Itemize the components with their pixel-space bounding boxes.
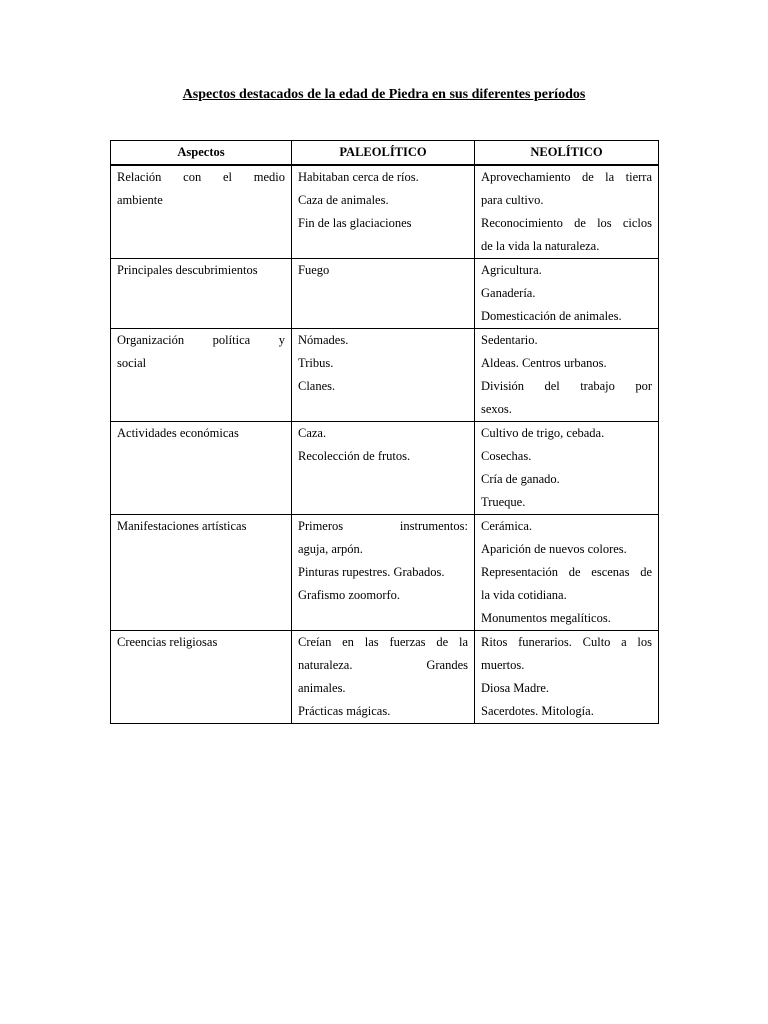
cell-line: Aprovechamiento de la tierra — [481, 170, 652, 184]
aspect-cell — [111, 422, 292, 515]
cell-line: Organización política y — [117, 333, 285, 347]
cell-line: Monumentos megalíticos. — [481, 611, 611, 625]
cell-line: social — [117, 356, 147, 370]
cell-line: Clanes. — [298, 379, 336, 393]
neolitico-cell — [475, 631, 659, 724]
cell-line: Agricultura. — [481, 263, 542, 277]
cell-line: Manifestaciones artísticas — [117, 519, 247, 533]
paleolitico-cell — [292, 329, 475, 422]
cell-line: aguja, arpón. — [298, 542, 363, 556]
cell-line: para cultivo. — [481, 193, 544, 207]
cell-line: Reconocimiento de los ciclos — [481, 216, 652, 230]
header-neolitico: NEOLÍTICO — [475, 141, 659, 166]
aspect-cell — [111, 515, 292, 631]
cell-line: animales. — [298, 681, 346, 695]
cell-line: Diosa Madre. — [481, 681, 550, 695]
paleolitico-cell — [292, 422, 475, 515]
cell-line: Sedentario. — [481, 333, 538, 347]
header-aspectos: Aspectos — [111, 141, 292, 166]
header-paleolitico: PALEOLÍTICO — [292, 141, 475, 166]
cell-line: Fin de las glaciaciones — [298, 216, 412, 230]
stone-age-table — [110, 140, 659, 724]
cell-line: Principales descubrimientos — [117, 263, 258, 277]
neolitico-cell — [475, 422, 659, 515]
paleolitico-cell — [292, 515, 475, 631]
aspect-cell — [111, 631, 292, 724]
table-header-row — [111, 141, 659, 166]
cell-line: Tribus. — [298, 356, 334, 370]
cell-line: Aldeas. Centros urbanos. — [481, 356, 607, 370]
cell-line: Cerámica. — [481, 519, 533, 533]
cell-line: Prácticas mágicas. — [298, 704, 391, 718]
cell-line: Domesticación de animales. — [481, 309, 622, 323]
cell-line: Cría de ganado. — [481, 472, 560, 486]
table-row — [111, 329, 659, 422]
table-row — [111, 165, 659, 259]
cell-line: División del trabajo por — [481, 379, 652, 393]
cell-line: Trueque. — [481, 495, 526, 509]
paleolitico-cell — [292, 631, 475, 724]
cell-line: muertos. — [481, 658, 525, 672]
cell-line: Caza de animales. — [298, 193, 389, 207]
cell-line: Fuego — [298, 263, 330, 277]
table-row — [111, 259, 659, 329]
paleolitico-cell — [292, 165, 475, 259]
cell-line: Cosechas. — [481, 449, 532, 463]
neolitico-cell — [475, 259, 659, 329]
cell-line: Ritos funerarios. Culto a los — [481, 635, 652, 649]
cell-line: Creían en las fuerzas de la — [298, 635, 468, 649]
paleolitico-cell — [292, 259, 475, 329]
cell-line: Relación con el medio — [117, 170, 285, 184]
neolitico-cell — [475, 329, 659, 422]
cell-line: ambiente — [117, 193, 163, 207]
aspect-cell — [111, 165, 292, 259]
cell-line: Cultivo de trigo, cebada. — [481, 426, 605, 440]
cell-line: Recolección de frutos. — [298, 449, 411, 463]
cell-line: la vida cotidiana. — [481, 588, 567, 602]
cell-line: Aparición de nuevos colores. — [481, 542, 627, 556]
cell-line: naturaleza. Grandes — [298, 658, 468, 672]
table-row — [111, 422, 659, 515]
cell-line: de la vida la naturaleza. — [481, 239, 600, 253]
cell-line: Primeros instrumentos: — [298, 519, 468, 533]
cell-line: Habitaban cerca de ríos. — [298, 170, 419, 184]
aspect-cell — [111, 259, 292, 329]
cell-line: Actividades económicas — [117, 426, 239, 440]
neolitico-cell — [475, 515, 659, 631]
cell-line: Sacerdotes. Mitología. — [481, 704, 594, 718]
cell-line: sexos. — [481, 402, 512, 416]
neolitico-cell — [475, 165, 659, 259]
table-row — [111, 631, 659, 724]
cell-line: Caza. — [298, 426, 327, 440]
aspect-cell — [111, 329, 292, 422]
cell-line: Pinturas rupestres. Grabados. — [298, 565, 445, 579]
table-row — [111, 515, 659, 631]
cell-line: Nómades. — [298, 333, 349, 347]
cell-line: Grafismo zoomorfo. — [298, 588, 401, 602]
cell-line: Representación de escenas de — [481, 565, 652, 579]
document-title: Aspectos destacados de la edad de Piedra en sus diferentes períodos — [182, 87, 586, 102]
cell-line: Ganadería. — [481, 286, 536, 300]
cell-line: Creencias religiosas — [117, 635, 218, 649]
